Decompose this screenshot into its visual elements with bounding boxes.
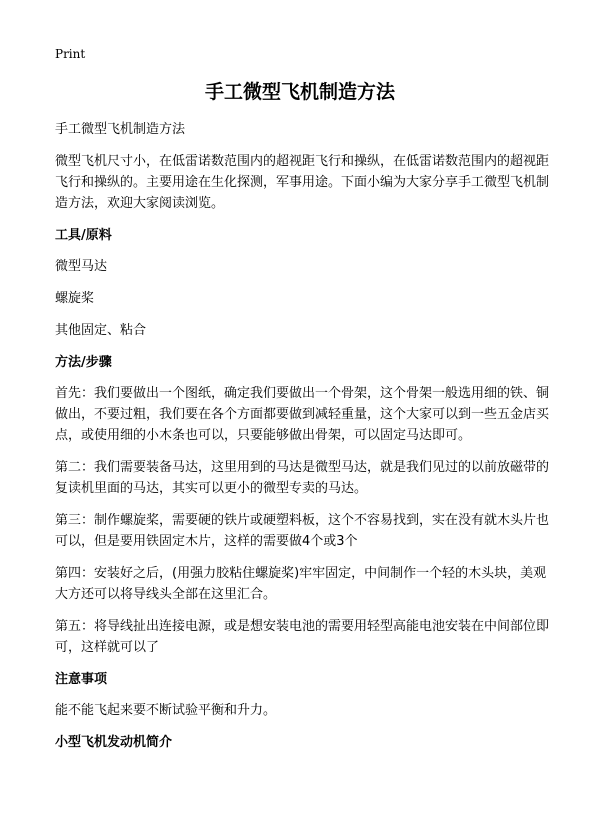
method-step: 第五：将导线扯出连接电源，或是想安装电池的需要用轻型高能电池安装在中间部位即可，这样就可以了 — [55, 619, 550, 655]
page-title: 手工微型飞机制造方法 — [204, 81, 395, 103]
method-step: 第二：我们需要装备马达，这里用到的马达是微型马达，就是我们见过的以前放磁带的复读机里面的马达，其实可以更小的微型专卖的马达。 — [55, 460, 550, 496]
notes-heading: 注意事项 — [55, 672, 108, 687]
tool-item: 螺旋桨 — [55, 291, 95, 306]
intro-paragraph: 微型飞机尺寸小，在低雷诺数范围内的超视距飞行和操纵，在低雷诺数范围内的超视距飞行和操纵的。主要用途在生化探测，军事用途。下面小编为大家分享手工微型飞机制造方法，欢迎大家阅读浏览。 — [55, 154, 550, 211]
tools-heading: 工具/原料 — [55, 228, 112, 243]
article-subtitle: 手工微型飞机制造方法 — [55, 122, 186, 137]
method-step: 首先：我们要做出一个图纸，确定我们要做出一个骨架，这个骨架一般选用细的铁、铜做出，不要过粗，我们要在各个方面都要做到减轻重量，这个大家可以到一些五金店买点，或使用细的小木条也可以，只要能够做出骨架，可以固定马达即可。 — [55, 386, 550, 443]
tool-item: 微型马达 — [55, 259, 108, 274]
article-body — [55, 119, 550, 763]
engine-heading: 小型飞机发动机简介 — [55, 735, 173, 750]
method-step: 第四：安装好之后，(用强力胶粘住螺旋桨)牢牢固定，中间制作一个轻的木头块，美观大方还可以将导线头全部在这里汇合。 — [55, 566, 547, 602]
notes-text: 能不能飞起来要不断试验平衡和升力。 — [55, 703, 277, 718]
tool-item: 其他固定、粘合 — [55, 323, 147, 338]
print-label: Print — [55, 47, 86, 61]
method-heading: 方法/步骤 — [55, 355, 112, 370]
method-step: 第三：制作螺旋桨，需要硬的铁片或硬塑料板，这个不容易找到，实在没有就木头片也可以，但是要用铁固定木片，这样的需要做4个或3个 — [55, 513, 550, 549]
